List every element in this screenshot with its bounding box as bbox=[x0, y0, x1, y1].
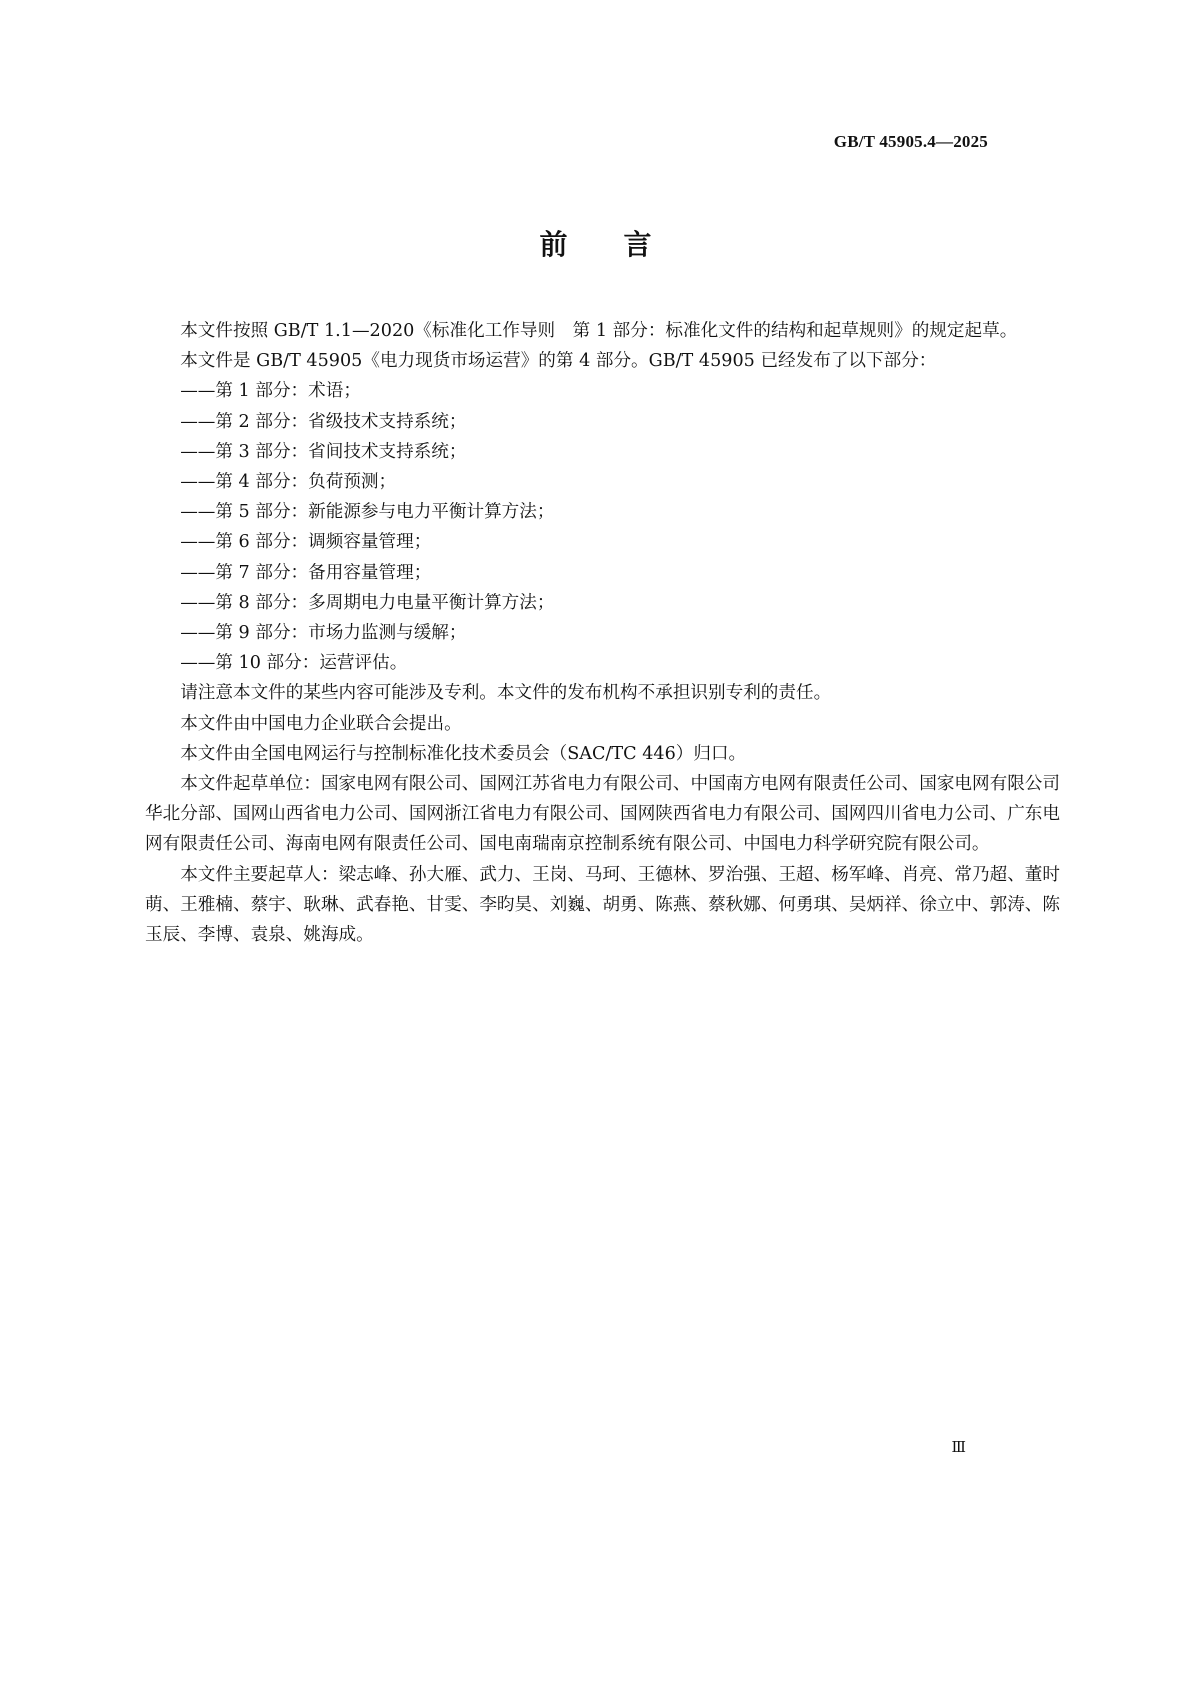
paragraph-series-intro: 本文件是 GB/T 45905《电力现货市场运营》的第 4 部分。GB/T 45905 已经发布了以下部分： bbox=[180, 351, 937, 372]
paragraph-drafting-basis: 本文件按照 GB/T 1.1—2020《标准化工作导则 第 1 部分：标准化文件的结构和起草规则》的规定起草。 bbox=[180, 321, 1018, 341]
list-item: ——第 7 部分：备用容量管理； bbox=[180, 562, 432, 583]
paragraph-drafters: 本文件主要起草人：梁志峰、孙大雁、武力、王岗、马珂、王德林、罗治强、王超、杨军峰、肖亮、常乃超、董时萌、王雅楠、蔡宇、耿琳、武春艳、甘雯、李昀昊、刘巍、胡勇、陈燕、蔡秋娜、何勇琪、吴炳祥、徐立中、郭涛、陈玉辰、李博、袁泉、姚海成。 bbox=[145, 864, 1060, 946]
parts-list bbox=[145, 376, 1060, 678]
standard-number: GB/T 45905.4—2025 bbox=[833, 132, 988, 151]
list-item: ——第 2 部分：省级技术支持系统； bbox=[180, 411, 467, 432]
list-item: ——第 6 部分：调频容量管理； bbox=[180, 532, 432, 553]
paragraph-committee: 本文件由全国电网运行与控制标准化技术委员会（SAC/TC 446）归口。 bbox=[180, 743, 747, 764]
list-item: ——第 4 部分：负荷预测； bbox=[180, 472, 397, 493]
paragraph-patent-notice: 请注意本文件的某些内容可能涉及专利。本文件的发布机构不承担识别专利的责任。 bbox=[180, 683, 832, 704]
page-number: Ⅲ bbox=[951, 1440, 966, 1456]
list-item: ——第 5 部分：新能源参与电力平衡计算方法； bbox=[180, 502, 555, 523]
page-title: 前言 bbox=[539, 228, 708, 261]
list-item: ——第 10 部分：运营评估。 bbox=[180, 653, 408, 674]
list-item: ——第 9 部分：市场力监测与缓解； bbox=[180, 623, 467, 644]
paragraph-drafting-units: 本文件起草单位：国家电网有限公司、国网江苏省电力有限公司、中国南方电网有限责任公司、国家电网有限公司华北分部、国网山西省电力公司、国网浙江省电力有限公司、国网陕西省电力有限公司、国网四川省电力公司、广东电网有限责任公司、海南电网有限责任公司、国电南瑞南京控制系统有限公司、中国电力科学研究院有限公司。 bbox=[145, 774, 1060, 855]
list-item: ——第 1 部分：术语； bbox=[180, 381, 361, 402]
foreword-body bbox=[145, 316, 1060, 950]
list-item: ——第 3 部分：省间技术支持系统； bbox=[180, 441, 467, 462]
paragraph-proposer: 本文件由中国电力企业联合会提出。 bbox=[180, 713, 462, 734]
list-item: ——第 8 部分：多周期电力电量平衡计算方法； bbox=[180, 592, 555, 613]
